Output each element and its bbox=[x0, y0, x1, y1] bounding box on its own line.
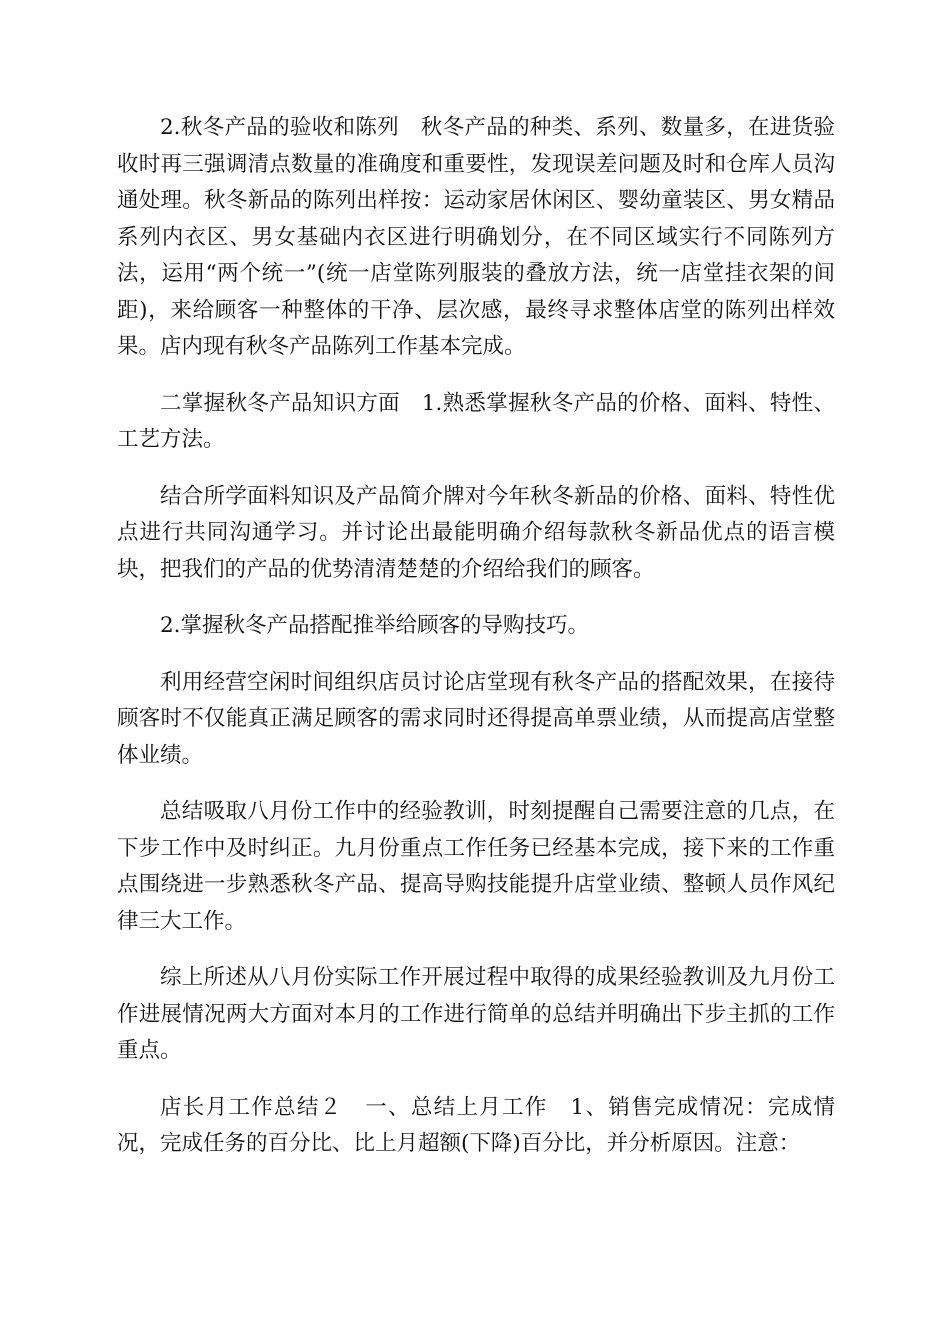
paragraph-fabric-study: 结合所学面料知识及产品简介牌对今年秋冬新品的价格、面料、特性优点进行共同沟通学习。并讨论出最能明确介绍每款秋冬新品优点的语言模块，把我们的产品的优势清清楚楚的介绍给我们的顾客。 bbox=[117, 483, 835, 582]
paragraph-lessons: 总结吸取八月份工作中的经验教训，时刻提醒自己需要注意的几点，在下步工作中及时纠正。九月份重点工作任务已经基本完成，接下来的工作重点围绕进一步熟悉秋冬产品、提高导购技能提升店堂业绩、整顿人员作风纪律三大工作。 bbox=[117, 799, 835, 934]
paragraph-summary: 综上所述从八月份实际工作开展过程中取得的成果经验教训及九月份工作进展情况两大方面对本月的工作进行简单的总结并明确出下步主抓的工作重点。 bbox=[117, 965, 835, 1063]
document-body bbox=[117, 110, 835, 1183]
paragraph-matching-skills: 2.掌握秋冬产品搭配推举给顾客的导购技巧。 bbox=[160, 613, 590, 638]
paragraph-matching-effect: 利用经营空闲时间组织店员讨论店堂现有秋冬产品的搭配效果，在接待顾客时不仅能真正满足顾客的需求同时还得提高单票业绩，从而提高店堂整体业绩。 bbox=[117, 669, 835, 768]
paragraph-product-knowledge: 二掌握秋冬产品知识方面 1.熟悉掌握秋冬产品的价格、面料、特性、工艺方法。 bbox=[117, 390, 835, 452]
paragraph-display-inspection: 2.秋冬产品的验收和陈列 秋冬产品的种类、系列、数量多，在进货验收时再三强调清点数量的准确度和重要性，发现误差问题及时和仓库人员沟通处理。秋冬新品的陈列出样按：运动家居休闲区、婴幼童装区、男女精品系列内衣区、男女基础内衣区进行明确划分，在不同区域实行不同陈列方法，运用“两个统一”(统一店堂陈列服装的叠放方法，统一店堂挂衣架的间距)，来给顾客一种整体的干净、层次感，最终寻求整体店堂的陈列出样效果。店内现有秋冬产品陈列工作基本完成。 bbox=[117, 115, 835, 359]
paragraph-manager-summary-2: 店长月工作总结２ 一、总结上月工作 1、销售完成情况：完成情况，完成任务的百分比、比上月超额(下降)百分比，并分析原因。注意： bbox=[117, 1094, 835, 1156]
